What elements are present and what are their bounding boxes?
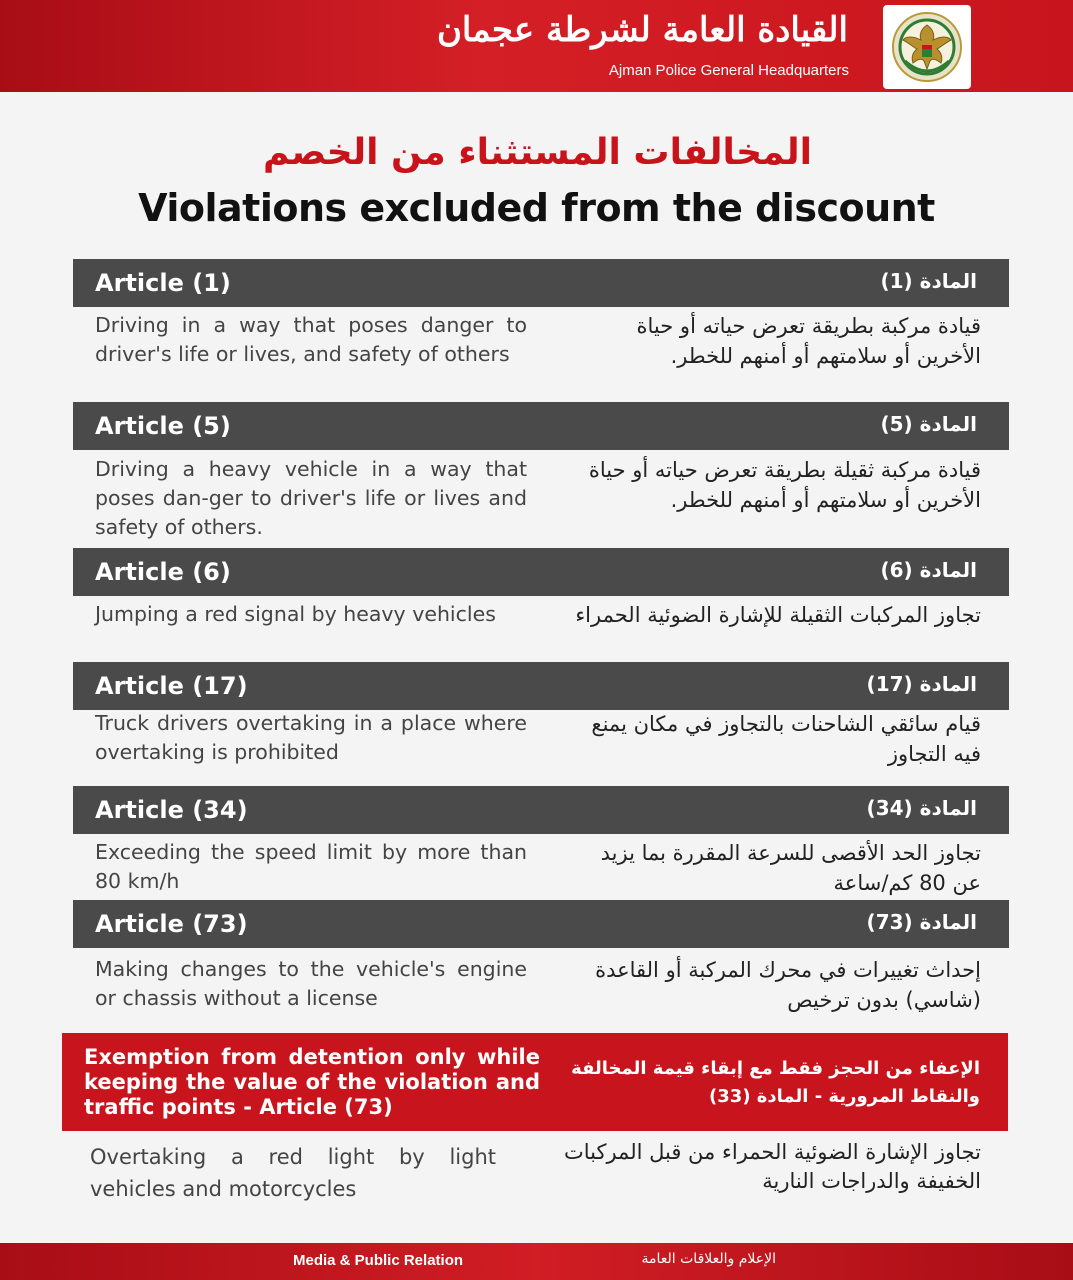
article-label-english: Article (1) [95, 269, 231, 297]
exemption-text-arabic: تجاوز الإشارة الضوئية الحمراء من قبل المركبات الخفيفة والدراجات النارية [563, 1140, 981, 1193]
exemption-banner [62, 1033, 1008, 1131]
article-text-arabic: تجاوز الحد الأقصى للسرعة المقررة بما يزيد عن 80 كم/ساعة [600, 841, 981, 895]
article-label-arabic: المادة (17) [866, 672, 977, 696]
header-banner [0, 0, 1073, 92]
org-name-english: Ajman Police General Headquarters [608, 62, 849, 79]
article-label-english: Article (6) [95, 558, 231, 586]
exemption-title-english: Exemption from detention only while keeping the value of the violation and traffic points - Article (73) [84, 1045, 540, 1119]
article-label-english: Article (34) [95, 796, 248, 824]
article-label-english: Article (5) [95, 412, 231, 440]
article-text-english: Jumping a red signal by heavy vehicles [95, 602, 496, 626]
article-text-english: Driving in a way that poses danger to driver's life or lives, and safety of others [95, 313, 527, 366]
article-text-english: Truck drivers overtaking in a place where overtaking is prohibited [95, 711, 527, 764]
article-header [73, 786, 1009, 834]
article-header [73, 662, 1009, 710]
article-header [73, 259, 1009, 307]
article-text-arabic: قيادة مركبة ثقيلة بطريقة تعرض حياته أو حياة الأخرين أو سلامتهم أو أمنهم للخطر. [588, 458, 981, 512]
org-name-arabic: القيادة العامة لشرطة عجمان [436, 10, 848, 50]
article-label-arabic: المادة (6) [880, 558, 977, 582]
article-label-english: Article (17) [95, 672, 248, 700]
exemption-text-english: Overtaking a red light by light vehicles and motorcycles [90, 1145, 496, 1201]
page-title: Violations excluded from the discount [138, 186, 935, 230]
article-text-english: Driving a heavy vehicle in a way that poses dan-ger to driver's life or lives and safety of others. [95, 457, 527, 539]
article-header [73, 900, 1009, 948]
article-label-arabic: المادة (1) [880, 269, 977, 293]
page-title-arabic: المخالفات المستثناء من الخصم [263, 132, 812, 173]
article-text-english: Making changes to the vehicle's engine or chassis without a license [95, 957, 527, 1010]
article-text-arabic: تجاوز المركبات الثقيلة للإشارة الضوئية الحمراء [575, 603, 981, 627]
footer-label-english: Media & Public Relation [293, 1252, 464, 1269]
footer-label-arabic: الإعلام والعلاقات العامة [641, 1251, 776, 1267]
article-label-arabic: المادة (5) [880, 412, 977, 436]
article-text-arabic: قيام سائقي الشاحنات بالتجاوز في مكان يمنع فيه التجاوز [591, 712, 981, 766]
article-header [73, 548, 1009, 596]
article-text-arabic: إحداث تغييرات في محرك المركبة أو القاعدة (شاسي) بدون ترخيص [595, 958, 981, 1012]
article-text-arabic: قيادة مركبة بطريقة تعرض حياته أو حياة الأخرين أو سلامتهم أو أمنهم للخطر. [636, 314, 981, 368]
exemption-title-arabic: الإعفاء من الحجز فقط مع إبقاء قيمة المخالفة والنقاط المرورية - المادة (33) [571, 1058, 980, 1107]
article-header [73, 402, 1009, 450]
article-label-english: Article (73) [95, 910, 248, 938]
article-label-arabic: المادة (73) [866, 910, 977, 934]
police-eagle-emblem-icon [883, 5, 971, 89]
article-text-english: Exceeding the speed limit by more than 80 km/h [95, 840, 527, 893]
article-label-arabic: المادة (34) [866, 796, 977, 820]
footer-banner [0, 1243, 1073, 1280]
